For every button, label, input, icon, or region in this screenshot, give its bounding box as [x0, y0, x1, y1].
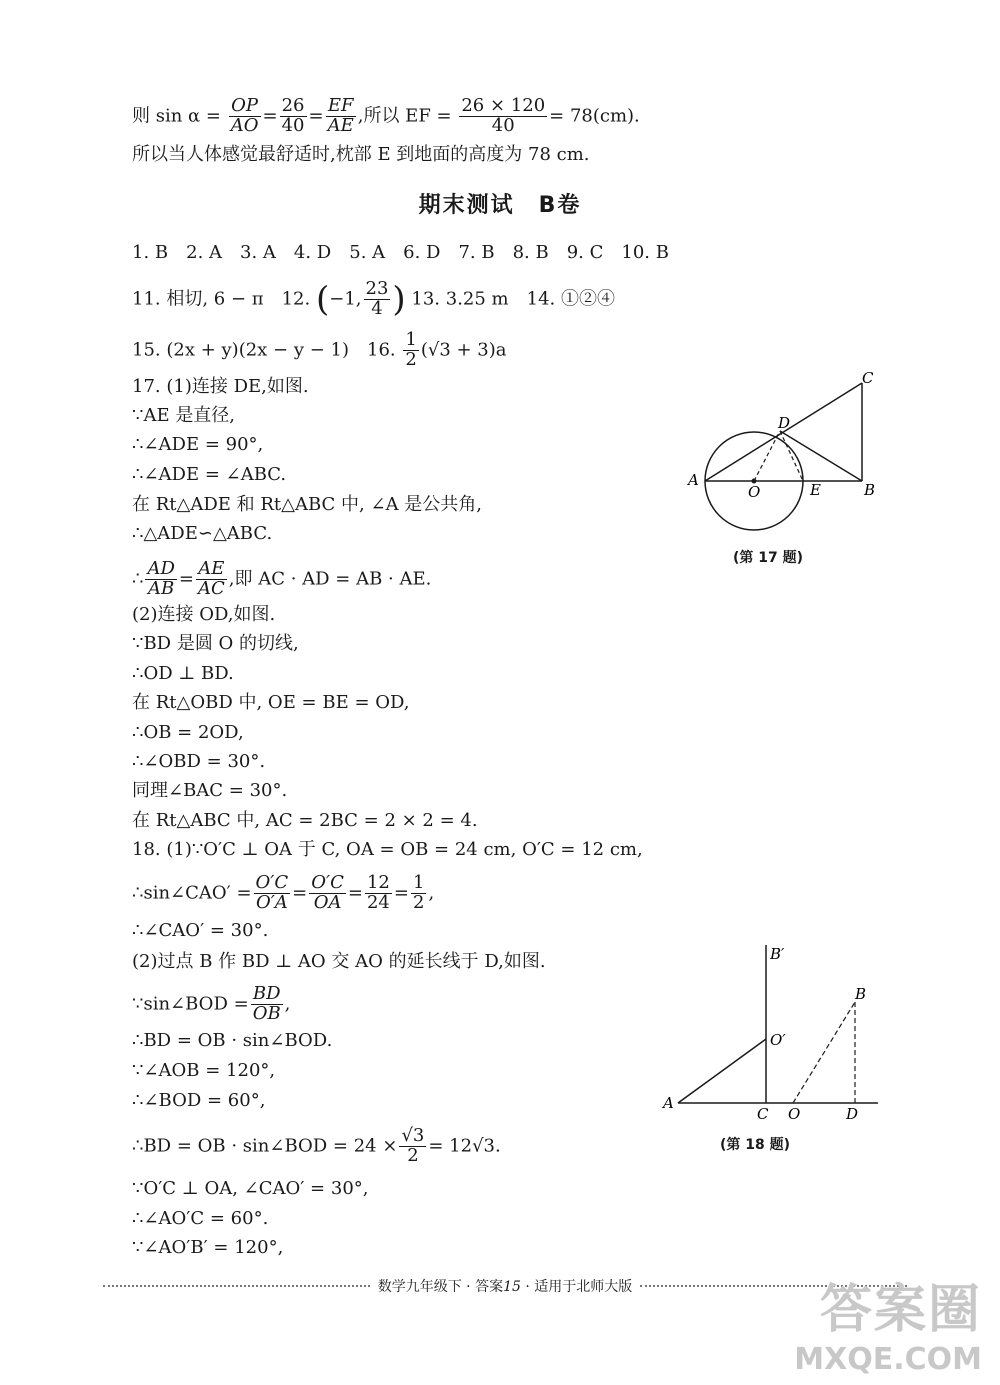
fraction: [399, 1127, 426, 1166]
label-b: B: [864, 481, 876, 499]
denominator: 2: [405, 348, 417, 370]
watermark-big-text: 答案圈: [819, 1280, 982, 1340]
q17-line: ∴∠ADE = 90°,: [132, 434, 264, 455]
fraction: [309, 874, 346, 913]
fraction: [254, 874, 291, 913]
q17-ratio-line: [132, 560, 431, 599]
q17-line: ∴△ADE∽△ABC.: [132, 523, 273, 544]
q17-line: (2)连接 OD,如图.: [132, 604, 276, 625]
denominator: O′A: [255, 891, 288, 913]
fraction: [459, 97, 547, 136]
text-segment: = 78(cm).: [549, 105, 640, 127]
q18-line: 18. (1)∵O′C ⊥ OA 于 C, OA = OB = 24 cm, O′C = 12 cm,: [132, 839, 643, 860]
denominator: 40: [491, 114, 515, 136]
text-segment: ,: [428, 882, 435, 904]
figure-18: [660, 945, 890, 1130]
footer-dots-left: [103, 1285, 370, 1287]
numerator: 26: [281, 95, 305, 116]
paren-open: (: [315, 279, 330, 320]
q17-line: ∵BD 是圆 O 的切线,: [132, 633, 299, 654]
segment-db: [780, 431, 862, 481]
text-segment: ,所以 EF =: [357, 105, 452, 127]
denominator: AB: [148, 577, 175, 599]
q17-line: ∴∠ADE = ∠ABC.: [132, 464, 287, 485]
numerator: 26 × 120: [461, 95, 546, 116]
denominator: 24: [366, 891, 390, 913]
label-a: A: [688, 471, 699, 489]
label-b-prime: B′: [770, 945, 785, 963]
label-o: O: [748, 483, 761, 501]
watermark-small-text: MXQE.COM: [794, 1342, 982, 1377]
numerator: AE: [196, 560, 227, 580]
fraction: [229, 97, 261, 136]
denominator: 4: [371, 297, 383, 319]
figure-18-caption: (第 18 题): [720, 1137, 791, 1153]
footer-prefix: 数学九年级下 · 答案: [377, 1279, 504, 1295]
answers-choice-line: 1. B 2. A 3. A 4. D 5. A 6. D 7. B 8. B 9. C 10. B: [132, 242, 669, 263]
label-d: D: [778, 414, 791, 432]
denominator: 2: [407, 1144, 419, 1166]
q18-bd-line: [132, 1127, 501, 1166]
text-segment: =: [178, 568, 194, 590]
paren-close: ): [392, 279, 406, 320]
label-o: O: [788, 1105, 801, 1123]
label-a: A: [663, 1094, 674, 1112]
numerator: AD: [147, 558, 175, 579]
text-segment: ,: [284, 993, 291, 1015]
denominator: AC: [197, 577, 225, 599]
text-segment: 则 sin α =: [132, 105, 221, 127]
q18-line: (2)过点 B 作 BD ⊥ AO 交 AO 的延长线于 D,如图.: [132, 951, 546, 972]
page-number: 15: [503, 1279, 521, 1295]
numerator: 12: [366, 872, 390, 893]
numerator: O′C: [311, 872, 344, 893]
figure-17: [680, 365, 890, 540]
q18-line: ∴BD = OB · sin∠BOD.: [132, 1030, 333, 1051]
text-segment: ,即 AC · AD = AB · AE.: [228, 568, 432, 590]
q17-line: ∴∠OBD = 30°.: [132, 751, 266, 772]
text-segment: −1,: [329, 288, 362, 310]
denominator: OA: [313, 891, 342, 913]
label-c: C: [862, 369, 874, 387]
q18-line: ∵∠AOB = 120°,: [132, 1060, 276, 1081]
denominator: AO: [230, 114, 259, 136]
top-line-2: 所以当人体感觉最舒适时,枕部 E 到地面的高度为 78 cm.: [132, 144, 590, 165]
q17-line: ∵AE 是直径,: [132, 405, 236, 426]
fraction: [403, 331, 418, 370]
denominator: 2: [412, 891, 425, 913]
numerator: 1: [405, 329, 417, 350]
denominator: 40: [281, 114, 305, 136]
answers-line-15: [132, 331, 507, 370]
footer-text: [378, 1276, 633, 1296]
segment-ob: [793, 1002, 855, 1103]
figure-17-caption: (第 17 题): [733, 550, 804, 566]
q18-line: ∵O′C ⊥ OA, ∠CAO′ = 30°,: [132, 1178, 369, 1199]
text-segment: 11. 相切, 6 − π 12.: [132, 288, 311, 310]
q17-line: 在 Rt△ABC 中, AC = 2BC = 2 × 2 = 4.: [132, 810, 478, 831]
fraction: [326, 97, 356, 136]
q17-line: 同理∠BAC = 30°.: [132, 780, 288, 801]
fraction: [280, 97, 307, 136]
numerator: EF: [326, 97, 356, 117]
q17-line: 在 Rt△ADE 和 Rt△ABC 中, ∠A 是公共角,: [132, 494, 483, 515]
q17-line: 17. (1)连接 DE,如图.: [132, 376, 309, 397]
q18-sinbod-line: [132, 985, 290, 1024]
section-title: 期末测试 B卷: [418, 193, 582, 218]
fraction: [251, 985, 283, 1024]
denominator: OB: [252, 1002, 281, 1024]
q17-line: ∴OD ⊥ BD.: [132, 663, 234, 684]
denominator: AE: [327, 114, 354, 136]
text-segment: ∴BD = OB · sin∠BOD = 24 ×: [132, 1135, 398, 1157]
fraction: [411, 874, 426, 913]
text-segment: = 12√3.: [428, 1135, 501, 1157]
fraction: [365, 874, 392, 913]
text-segment: 15. (2x + y)(2x − y − 1) 16.: [132, 339, 396, 361]
q18-line: ∵∠AO′B′ = 120°,: [132, 1237, 284, 1258]
q18-sin-line: ∴sin∠CAO′ = $\frac{O'C}{O'A}$ = $\frac{O'C}{OA}$ = $\frac{12}{24}$ = $\frac{1}{2}$ ,: [132, 872, 435, 913]
top-line-1: 则 sin α = $\frac{OP}{AO}$ = $\frac{26}{40}$ = $\frac{EF}{AE}$ ,所以 EF = $\frac{26 \times 120}{40}$ = 78(cm).: [132, 95, 640, 136]
fraction: [364, 280, 391, 319]
segment-ao-prime: [678, 1039, 766, 1103]
q17-line: 在 Rt△OBD 中, OE = BE = OD,: [132, 692, 410, 713]
footer-suffix: · 适用于北师大版: [520, 1279, 633, 1295]
label-d: D: [846, 1105, 859, 1123]
q18-line: ∴∠AO′C = 60°.: [132, 1208, 269, 1229]
label-o-prime: O′: [770, 1031, 786, 1049]
segment-od: [754, 431, 780, 481]
q18-line: ∴∠CAO′ = 30°.: [132, 920, 269, 941]
watermark-logo: [794, 1267, 982, 1377]
numerator: O′C: [255, 872, 289, 893]
text-segment: (√3 + 3)a: [420, 339, 507, 361]
fraction: [145, 560, 176, 599]
fraction: [196, 560, 227, 599]
page-footer: [95, 1276, 915, 1296]
numerator: 23: [365, 278, 389, 299]
numerator: OP: [229, 97, 261, 117]
label-c: C: [757, 1105, 769, 1123]
q18-line: ∴∠BOD = 60°,: [132, 1090, 266, 1111]
numerator: BD: [251, 985, 283, 1005]
numerator: 1: [412, 872, 425, 893]
text-segment: 13. 3.25 m 14. ①②④: [411, 288, 615, 310]
text-segment: ∵sin∠BOD =: [132, 993, 249, 1015]
label-e: E: [810, 481, 821, 499]
text-segment: ∴sin∠CAO′ =: [132, 882, 252, 904]
answers-line-11: [132, 280, 615, 319]
numerator: √3: [401, 1125, 425, 1146]
label-b: B: [855, 985, 867, 1003]
text-segment: ∴: [132, 568, 144, 590]
q17-line: ∴OB = 2OD,: [132, 722, 244, 743]
